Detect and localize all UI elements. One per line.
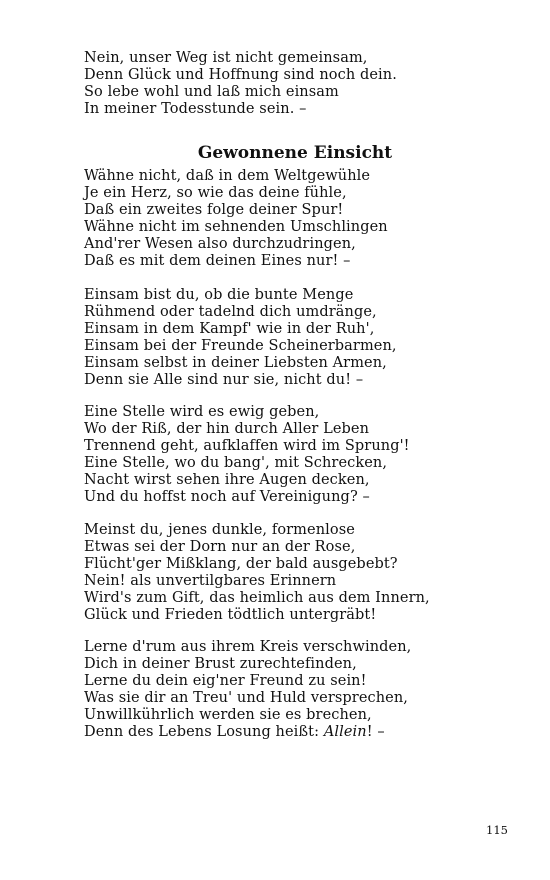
verse-line: Rühmend oder tadelnd dich umdränge,: [84, 304, 377, 320]
verse-text: Denn des Lebens Losung heißt:: [84, 724, 324, 740]
verse-line: Flücht'ger Mißklang, der bald ausgebebt?: [84, 556, 398, 572]
verse-line: Einsam selbst in deiner Liebsten Armen,: [84, 355, 387, 371]
verse-line: Dich in deiner Brust zurechtefinden,: [84, 656, 357, 672]
verse-line: Wo der Riß, der hin durch Aller Leben: [84, 421, 370, 437]
verse-text: ! –: [366, 724, 385, 740]
stanza-3: [84, 404, 504, 506]
verse-line: So lebe wohl und laß mich einsam: [84, 84, 339, 100]
stanza-5: [84, 639, 504, 741]
verse-line: Wähne nicht, daß in dem Weltgewühle: [84, 168, 371, 184]
verse-line: Eine Stelle, wo du bang', mit Schrecken,: [84, 455, 388, 471]
verse-line: Einsam bei der Freunde Scheinerbarmen,: [84, 338, 397, 354]
verse-emphasis: Allein: [323, 724, 367, 740]
verse-line: Etwas sei der Dorn nur an der Rose,: [84, 539, 356, 555]
verse-line: Glück und Frieden tödtlich untergräbt!: [84, 607, 377, 623]
verse-line: Trennend geht, aufklaffen wird im Sprung'!: [84, 438, 410, 454]
verse-line: Nein, unser Weg ist nicht gemeinsam,: [84, 50, 368, 66]
verse-line: Daß ein zweites folge deiner Spur!: [84, 202, 344, 218]
verse-line: Eine Stelle wird es ewig geben,: [84, 404, 320, 420]
verse-line-last: [84, 724, 504, 741]
verse-line: Einsam in dem Kampf' wie in der Ruh',: [84, 321, 375, 337]
verse-line: Daß es mit dem deinen Eines nur! –: [84, 253, 351, 269]
page-number: 115: [486, 823, 508, 837]
verse-line: Und du hoffst noch auf Vereinigung? –: [84, 489, 370, 505]
verse-line: Denn sie Alle sind nur sie, nicht du! –: [84, 372, 364, 388]
poem-title: Gewonnene Einsicht: [197, 143, 393, 163]
verse-line: Nacht wirst sehen ihre Augen decken,: [84, 472, 370, 488]
verse-line: Unwillkührlich werden sie es brechen,: [84, 707, 372, 723]
verse-line: Wähne nicht im sehnenden Umschlingen: [84, 219, 388, 235]
verse-line: Je ein Herz, so wie das deine fühle,: [84, 185, 347, 201]
stanza-2: [84, 287, 504, 389]
verse-line: Lerne d'rum aus ihrem Kreis verschwinden,: [84, 639, 412, 655]
stanza-previous-poem-ending: [84, 50, 504, 118]
verse-line: Wird's zum Gift, das heimlich aus dem Innern,: [84, 590, 430, 606]
verse-line: Was sie dir an Treu' und Huld versprechen,: [84, 690, 408, 706]
verse-line: Denn Glück und Hoffnung sind noch dein.: [84, 67, 397, 83]
verse-line: In meiner Todesstunde sein. –: [84, 101, 307, 117]
stanza-1: [84, 168, 504, 270]
verse-line: Einsam bist du, ob die bunte Menge: [84, 287, 354, 303]
verse-line: Meinst du, jenes dunkle, formenlose: [84, 522, 355, 538]
verse-line: Nein! als unvertilgbares Erinnern: [84, 573, 337, 589]
verse-line: And'rer Wesen also durchzudringen,: [84, 236, 356, 252]
stanza-4: [84, 522, 504, 624]
verse-line: Lerne du dein eig'ner Freund zu sein!: [84, 673, 367, 689]
